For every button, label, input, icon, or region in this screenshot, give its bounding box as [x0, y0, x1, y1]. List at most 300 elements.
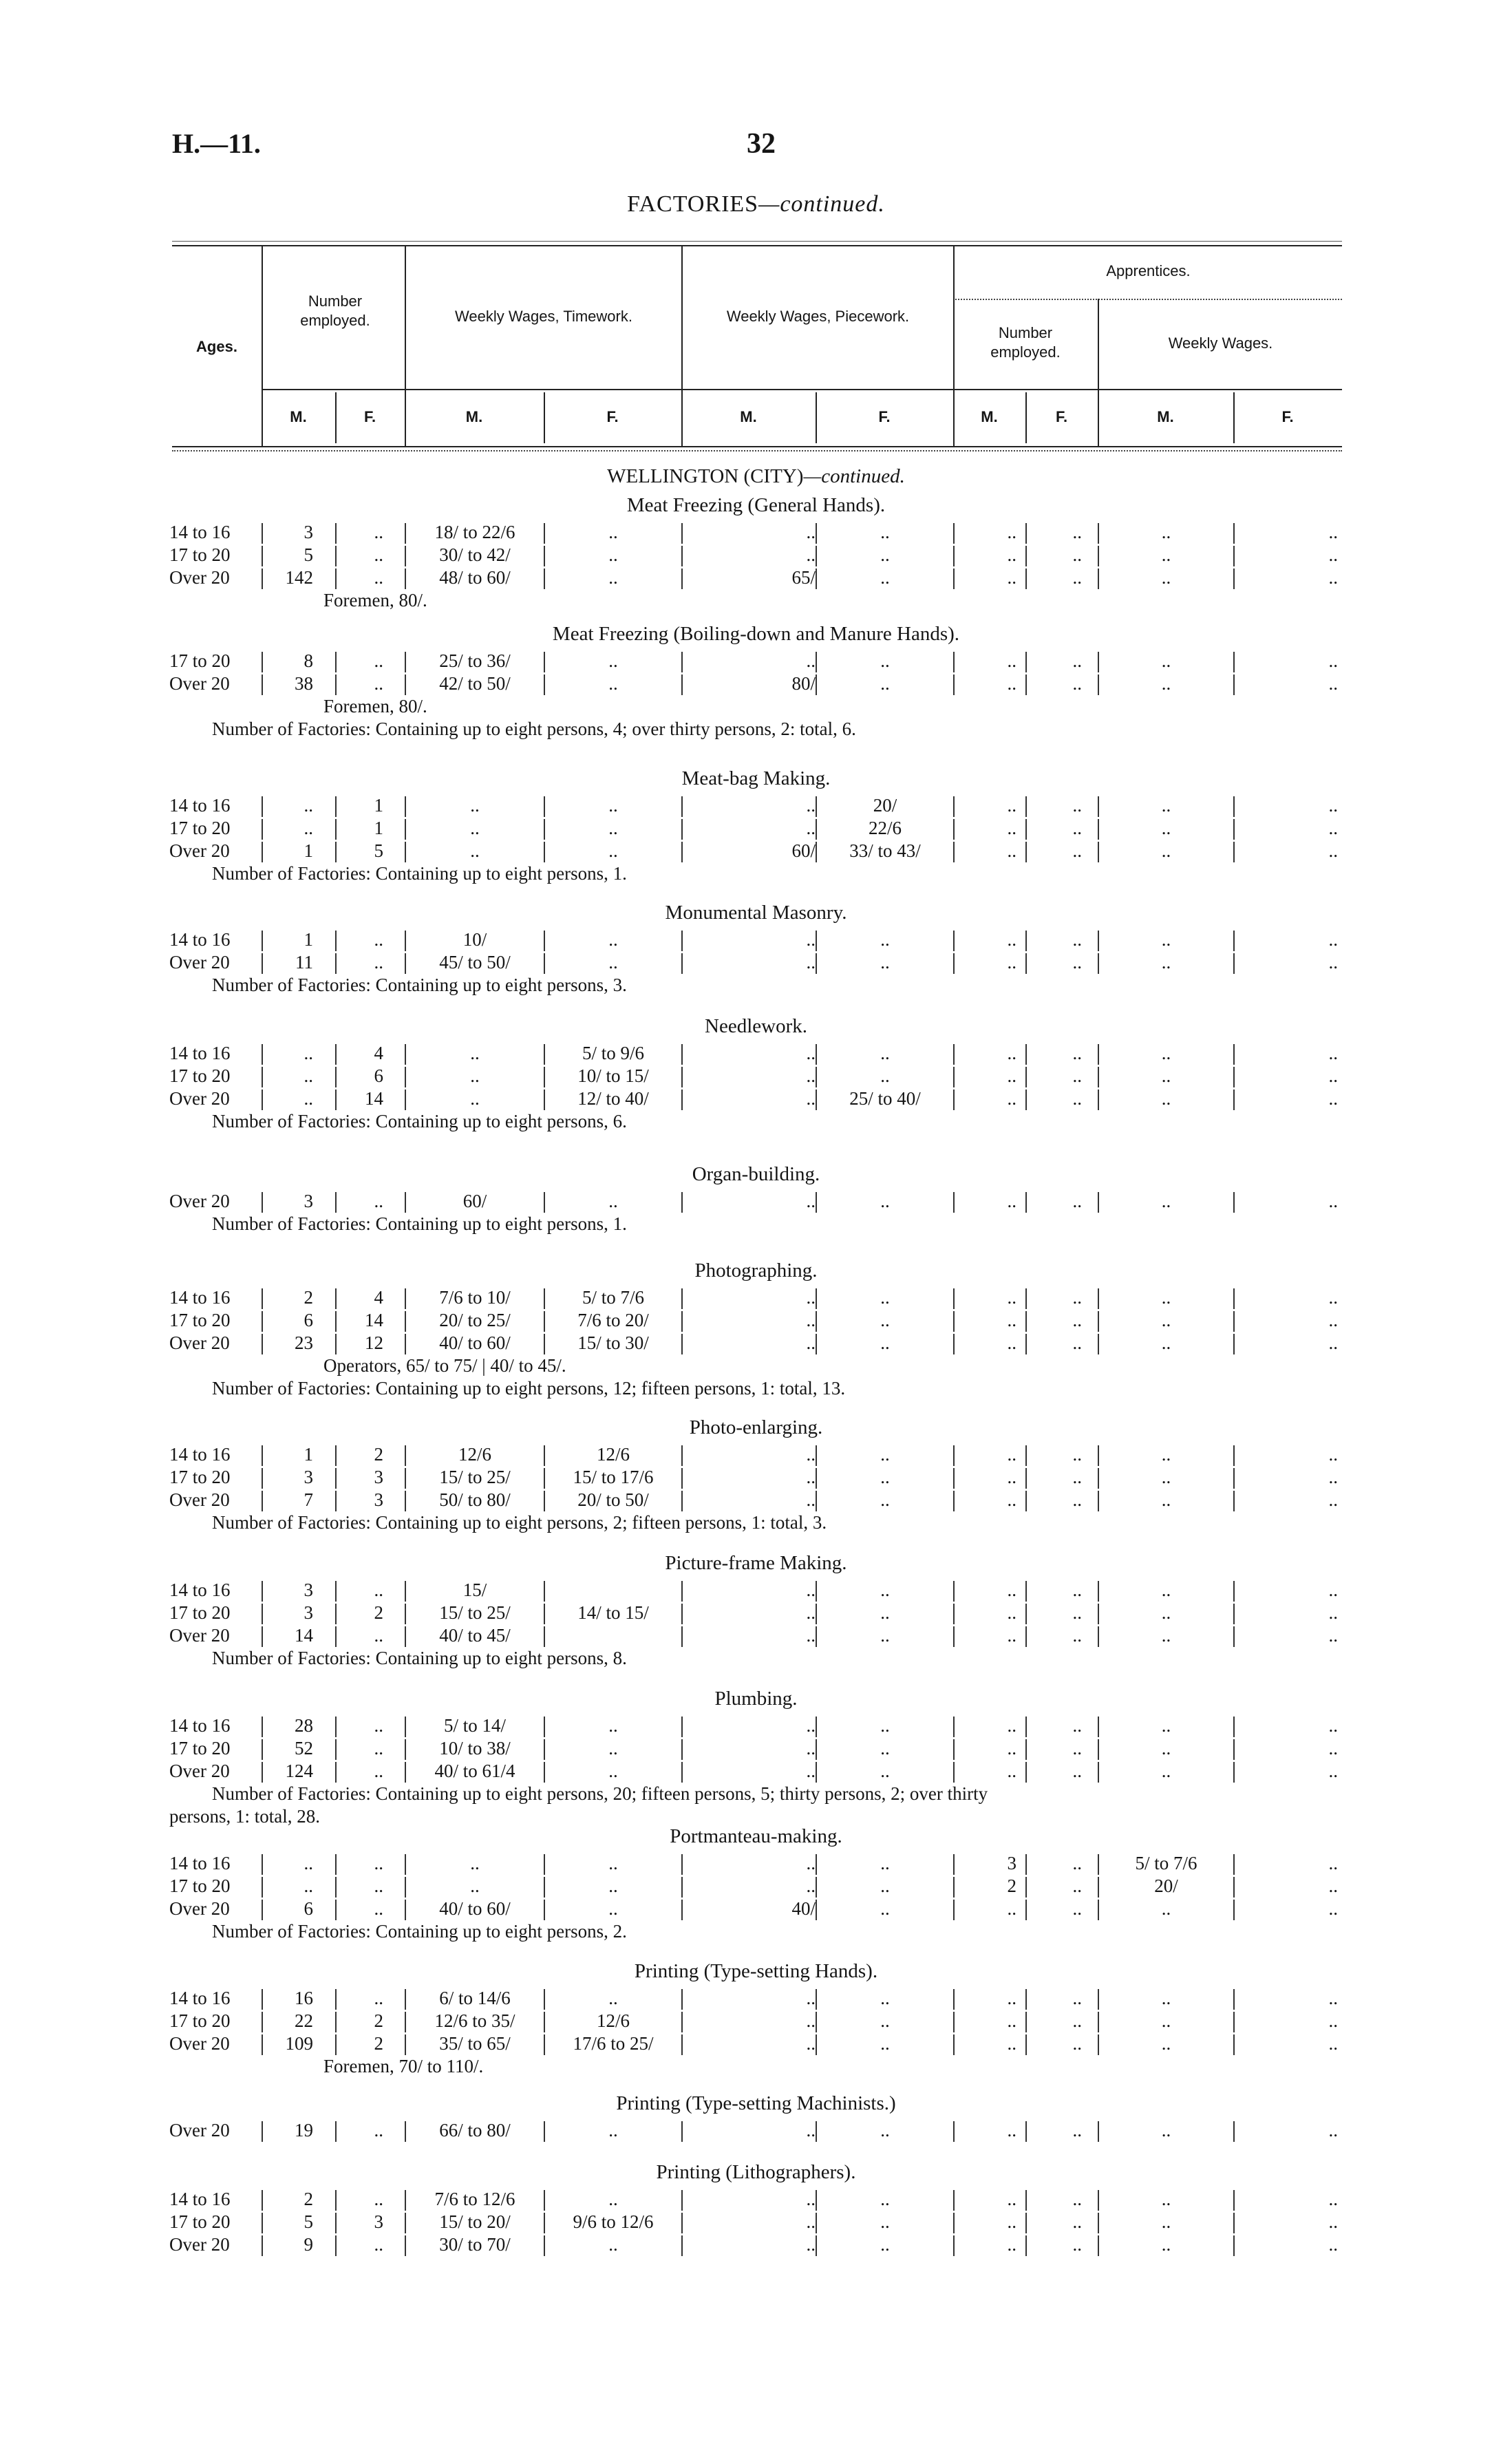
cell-am: ..: [1007, 522, 1016, 542]
column-rule: [681, 1192, 683, 1213]
column-rule: [1025, 1334, 1027, 1354]
column-rule: [544, 1626, 545, 1647]
cell-f: ..: [374, 2234, 383, 2255]
column-rule: [262, 523, 263, 544]
column-rule: [405, 842, 406, 862]
column-rule: [681, 1468, 683, 1489]
cell-m: 23: [295, 1332, 313, 1353]
table-row: [0, 1988, 1512, 2011]
cell-am: ..: [1007, 818, 1016, 838]
column-rule: [335, 1762, 337, 1783]
cell-tf: ..: [608, 952, 618, 973]
column-rule: [681, 1854, 683, 1875]
cell-af: ..: [1072, 650, 1082, 671]
column-rule: [262, 1762, 263, 1783]
column-rule: [405, 1626, 406, 1647]
cell-af: ..: [1072, 2010, 1082, 2031]
cell-af: ..: [1072, 2189, 1082, 2209]
column-rule: [1025, 652, 1027, 672]
cell-tm: 15/ to 20/: [439, 2211, 511, 2232]
cell-af: ..: [1072, 567, 1082, 588]
cell-tf: 12/ to 40/: [577, 1088, 649, 1109]
column-rule: [953, 1604, 955, 1624]
cell-pm: ..: [806, 1853, 816, 1873]
column-rule: [405, 2190, 406, 2211]
col-number-employed: Number employed.: [300, 293, 370, 329]
column-rule: [681, 931, 683, 951]
column-rule: [816, 1067, 817, 1087]
column-rule: [1098, 1491, 1099, 1511]
column-rule: [681, 2034, 683, 2055]
cell-pm: ..: [806, 1065, 816, 1086]
column-rule: [544, 2034, 545, 2055]
cell-tm: ..: [470, 840, 480, 861]
section-title: Printing (Lithographers).: [656, 2161, 856, 2183]
cell-pf: ..: [880, 1602, 890, 1623]
cell-tf: ..: [608, 2120, 618, 2140]
cell-pf: ..: [880, 1898, 890, 1919]
cell-awm: ..: [1161, 795, 1171, 816]
column-rule: [681, 1334, 683, 1354]
cell-awf: ..: [1328, 1191, 1338, 1211]
cell-awm: ..: [1161, 1332, 1171, 1353]
cell-f: 1: [374, 795, 383, 816]
column-rule: [1098, 1311, 1099, 1332]
column-rule: [816, 2235, 817, 2256]
column-rule: [681, 2012, 683, 2032]
cell-m: 109: [285, 2033, 313, 2054]
cell-am: ..: [1007, 1191, 1016, 1211]
cell-tm: 20/ to 25/: [439, 1310, 511, 1330]
cell-af: ..: [1072, 929, 1082, 950]
cell-af: ..: [1072, 1467, 1082, 1487]
column-rule: [1025, 1445, 1027, 1466]
column-rule: [1025, 1044, 1027, 1065]
column-rule: [262, 1581, 263, 1602]
cell-tf: ..: [608, 673, 618, 694]
column-rule: [1025, 2012, 1027, 2032]
cell-f: ..: [374, 2120, 383, 2140]
cell-am: ..: [1007, 1065, 1016, 1086]
column-rule: [1098, 2121, 1099, 2142]
column-rule: [1233, 1900, 1235, 1920]
column-rule: [544, 1900, 545, 1920]
age-cell: Over 20: [169, 2033, 230, 2054]
column-rule: [1233, 1854, 1235, 1875]
column-rule: [335, 1192, 337, 1213]
page-title-main: FACTORIES: [627, 191, 759, 217]
cell-af: ..: [1072, 2234, 1082, 2255]
column-rule: [1098, 1468, 1099, 1489]
column-rule: [405, 1739, 406, 1760]
cell-pf: ..: [880, 929, 890, 950]
cell-awm: ..: [1161, 1738, 1171, 1758]
table-row: [0, 818, 1512, 841]
cell-awf: ..: [1328, 1580, 1338, 1600]
table-row: [0, 1287, 1512, 1310]
cell-f: ..: [374, 1898, 383, 1919]
column-rule: [1098, 546, 1099, 566]
column-rule: [681, 1311, 683, 1332]
column-rule: [681, 1581, 683, 1602]
column-rule: [405, 1067, 406, 1087]
column-rule: [335, 1989, 337, 2010]
cell-pm: ..: [806, 2010, 816, 2031]
cell-awf: ..: [1328, 1602, 1338, 1623]
column-rule: [262, 1900, 263, 1920]
cell-m: 3: [304, 1191, 313, 1211]
column-rule: [544, 1288, 545, 1309]
column-rule: [405, 1717, 406, 1737]
cell-tf: 12/6: [596, 2010, 630, 2031]
cell-m: 19: [295, 2120, 313, 2140]
column-rule: [953, 2121, 955, 2142]
cell-m: 6: [304, 1310, 313, 1330]
column-rule: [816, 546, 817, 566]
cell-tm: ..: [470, 1875, 480, 1896]
cell-f: 3: [374, 1467, 383, 1487]
cell-m: 1: [304, 840, 313, 861]
column-rule: [681, 1288, 683, 1309]
column-rule: [681, 1739, 683, 1760]
cell-am: ..: [1007, 1738, 1016, 1758]
column-rule: [262, 674, 263, 695]
column-rule: [953, 674, 955, 695]
column-rule: [953, 1626, 955, 1647]
cell-pm: ..: [806, 1444, 816, 1465]
cell-f: ..: [374, 952, 383, 973]
cell-awm: ..: [1161, 1489, 1171, 1510]
table-row: [0, 1715, 1512, 1739]
column-rule: [1098, 953, 1099, 974]
cell-pm: ..: [806, 1287, 816, 1308]
column-rule: [335, 1854, 337, 1875]
cell-tm: 7/6 to 10/: [439, 1287, 511, 1308]
table-row: [0, 929, 1512, 953]
cell-af: ..: [1072, 1875, 1082, 1896]
column-rule: [681, 1877, 683, 1898]
column-rule: [262, 2235, 263, 2256]
column-rule: [405, 931, 406, 951]
column-rule: [1025, 1491, 1027, 1511]
column-rule: [953, 796, 955, 817]
cell-f: 3: [374, 1489, 383, 1510]
column-rule: [681, 523, 683, 544]
cell-pm: ..: [806, 1761, 816, 1781]
age-cell: 14 to 16: [169, 795, 231, 816]
cell-tf: 15/ to 17/6: [573, 1467, 654, 1487]
column-rule: [544, 1311, 545, 1332]
factories-note: Number of Factories: Containing up to eight persons, 20; fifteen persons, 5; thirty persons, 2; over thirty: [212, 1783, 988, 1804]
col-m: M.: [981, 408, 998, 425]
column-rule: [335, 1900, 337, 1920]
column-rule: [816, 1311, 817, 1332]
cell-tm: 48/ to 60/: [439, 567, 511, 588]
column-rule: [953, 931, 955, 951]
cell-tf: ..: [608, 2234, 618, 2255]
column-rule: [544, 842, 545, 862]
cell-f: ..: [374, 673, 383, 694]
cell-f: 2: [374, 2010, 383, 2031]
age-cell: 14 to 16: [169, 1715, 231, 1736]
cell-awm: ..: [1161, 952, 1171, 973]
column-rule: [405, 1854, 406, 1875]
cell-am: ..: [1007, 1898, 1016, 1919]
column-rule: [1025, 953, 1027, 974]
cell-pm: ..: [806, 1088, 816, 1109]
cell-awf: ..: [1328, 2120, 1338, 2140]
column-rule: [335, 1626, 337, 1647]
cell-tm: ..: [470, 818, 480, 838]
column-rule: [1233, 546, 1235, 566]
column-rule: [335, 568, 337, 589]
col-ages: Ages.: [196, 338, 237, 355]
cell-pm: ..: [806, 952, 816, 973]
cell-am: ..: [1007, 1287, 1016, 1308]
column-rule: [1098, 2034, 1099, 2055]
page-number: 32: [747, 128, 776, 160]
cell-awf: ..: [1328, 1853, 1338, 1873]
cell-pm: ..: [806, 1310, 816, 1330]
cell-tm: ..: [470, 1088, 480, 1109]
age-cell: 14 to 16: [169, 2189, 231, 2209]
cell-awm: ..: [1161, 1287, 1171, 1308]
column-rule: [335, 1044, 337, 1065]
cell-af: ..: [1072, 795, 1082, 816]
cell-pf: ..: [880, 1444, 890, 1465]
cell-awf: ..: [1328, 650, 1338, 671]
column-rule: [1025, 1989, 1027, 2010]
column-rule: [816, 1900, 817, 1920]
column-rule: [544, 796, 545, 817]
cell-m: ..: [304, 818, 313, 838]
table-row: [0, 1467, 1512, 1490]
col-f: F.: [878, 408, 891, 425]
age-cell: Over 20: [169, 840, 230, 861]
cell-am: ..: [1007, 1602, 1016, 1623]
column-rule: [1098, 1739, 1099, 1760]
cell-am: ..: [1007, 1043, 1016, 1063]
column-rule: [1025, 546, 1027, 566]
cell-tf: 9/6 to 12/6: [573, 2211, 654, 2232]
column-rule: [1233, 1491, 1235, 1511]
cell-af: ..: [1072, 673, 1082, 694]
table-row: [0, 1738, 1512, 1761]
cell-tf: 15/ to 30/: [577, 1332, 649, 1353]
column-rule: [405, 2213, 406, 2233]
cell-awf: ..: [1328, 544, 1338, 565]
cell-af: ..: [1072, 1738, 1082, 1758]
cell-pm: ..: [806, 544, 816, 565]
column-rule: [1025, 2213, 1027, 2233]
column-rule: [262, 1090, 263, 1110]
column-rule: [544, 1717, 545, 1737]
cell-m: ..: [304, 1853, 313, 1873]
column-rule: [405, 1877, 406, 1898]
cell-awf: ..: [1328, 2189, 1338, 2209]
table-row: [0, 673, 1512, 697]
cell-f: 2: [374, 1602, 383, 1623]
cell-awm: ..: [1161, 2120, 1171, 2140]
column-rule: [681, 1717, 683, 1737]
column-rule: [816, 1581, 817, 1602]
cell-tf: 7/6 to 20/: [577, 1310, 649, 1330]
column-rule: [1233, 568, 1235, 589]
column-rule: [544, 2213, 545, 2233]
age-cell: Over 20: [169, 673, 230, 694]
age-cell: 17 to 20: [169, 650, 231, 671]
factories-note: Number of Factories: Containing up to eight persons, 3.: [212, 975, 627, 995]
column-rule: [681, 819, 683, 840]
table-row: [0, 2234, 1512, 2257]
column-rule: [335, 2213, 337, 2233]
column-rule: [1025, 1626, 1027, 1647]
cell-tf: ..: [608, 1191, 618, 1211]
cell-pm: 80/: [791, 673, 816, 694]
cell-pf: ..: [880, 544, 890, 565]
cell-m: ..: [304, 795, 313, 816]
cell-pf: ..: [880, 1988, 890, 2008]
cell-awm: 5/ to 7/6: [1135, 1853, 1197, 1873]
column-rule: [1098, 1717, 1099, 1737]
cell-pf: ..: [880, 2010, 890, 2031]
column-rule: [335, 1717, 337, 1737]
col-app-weekly-wages: Weekly Wages.: [1168, 334, 1273, 352]
column-rule: [262, 931, 263, 951]
age-cell: Over 20: [169, 1898, 230, 1919]
cell-m: 2: [304, 2189, 313, 2209]
column-rule: [262, 1604, 263, 1624]
column-rule: [1098, 1288, 1099, 1309]
cell-af: ..: [1072, 2211, 1082, 2232]
column-rule: [1233, 2235, 1235, 2256]
cell-tm: 42/ to 50/: [439, 673, 511, 694]
cell-tm: 35/ to 65/: [439, 2033, 511, 2054]
cell-awf: ..: [1328, 1287, 1338, 1308]
column-rule: [816, 2190, 817, 2211]
cell-awm: ..: [1161, 818, 1171, 838]
column-rule: [262, 1877, 263, 1898]
column-rule: [544, 1192, 545, 1213]
cell-f: ..: [374, 1715, 383, 1736]
table-row: [0, 2033, 1512, 2057]
place-heading: [0, 465, 1512, 488]
table-row: [0, 1444, 1512, 1467]
age-cell: 17 to 20: [169, 2010, 231, 2031]
column-rule: [335, 2121, 337, 2142]
cell-pf: ..: [880, 1043, 890, 1063]
column-rule: [1233, 1626, 1235, 1647]
column-rule: [816, 1717, 817, 1737]
column-rule: [262, 953, 263, 974]
cell-tf: 5/ to 7/6: [582, 1287, 644, 1308]
column-rule: [1233, 1445, 1235, 1466]
column-rule: [1233, 1762, 1235, 1783]
cell-awm: ..: [1161, 1191, 1171, 1211]
table-row: [0, 1853, 1512, 1876]
factories-note: Number of Factories: Containing up to eight persons, 1.: [212, 863, 627, 884]
column-rule: [262, 1491, 263, 1511]
column-rule: [544, 1762, 545, 1783]
column-rule: [262, 546, 263, 566]
column-rule: [1025, 1762, 1027, 1783]
col-m: M.: [740, 408, 757, 425]
cell-awm: ..: [1161, 673, 1171, 694]
column-rule: [1098, 1604, 1099, 1624]
column-rule: [544, 1739, 545, 1760]
table-row: [0, 795, 1512, 818]
cell-awf: ..: [1328, 1761, 1338, 1781]
cell-tf: ..: [608, 818, 618, 838]
column-rule: [953, 1854, 955, 1875]
column-rule: [405, 568, 406, 589]
cell-awm: ..: [1161, 2211, 1171, 2232]
column-rule: [816, 674, 817, 695]
cell-tm: 30/ to 70/: [439, 2234, 511, 2255]
cell-tm: ..: [470, 1043, 480, 1063]
column-rule: [335, 2034, 337, 2055]
column-rule: [953, 1468, 955, 1489]
column-rule: [544, 1491, 545, 1511]
cell-pm: ..: [806, 1875, 816, 1896]
column-rule: [1233, 796, 1235, 817]
column-rule: [405, 546, 406, 566]
cell-af: ..: [1072, 1444, 1082, 1465]
column-rule: [544, 953, 545, 974]
cell-pf: ..: [880, 2120, 890, 2140]
cell-awf: ..: [1328, 1467, 1338, 1487]
cell-am: ..: [1007, 1761, 1016, 1781]
cell-pf: ..: [880, 522, 890, 542]
column-rule: [544, 819, 545, 840]
column-rule: [335, 2190, 337, 2211]
column-rule: [681, 1067, 683, 1087]
column-rule: [262, 1468, 263, 1489]
factories-note: Number of Factories: Containing up to eight persons, 2; fifteen persons, 1: total, 3.: [212, 1512, 827, 1533]
cell-m: 52: [295, 1738, 313, 1758]
column-rule: [405, 2034, 406, 2055]
column-rule: [953, 1581, 955, 1602]
cell-f: 14: [365, 1310, 383, 1330]
cell-tf: 10/ to 15/: [577, 1065, 649, 1086]
place-suffix: —continued.: [803, 465, 905, 487]
column-rule: [335, 1468, 337, 1489]
age-cell: 14 to 16: [169, 522, 231, 542]
cell-tm: 7/6 to 12/6: [434, 2189, 515, 2209]
table-row: [0, 567, 1512, 591]
column-rule: [1025, 1877, 1027, 1898]
cell-f: 14: [365, 1088, 383, 1109]
cell-am: ..: [1007, 2211, 1016, 2232]
column-rule: [1098, 523, 1099, 544]
col-wages-timework: Weekly Wages, Timework.: [455, 308, 632, 325]
column-rule: [1233, 2034, 1235, 2055]
column-rule: [262, 796, 263, 817]
cell-awm: ..: [1161, 1444, 1171, 1465]
column-rule: [816, 1044, 817, 1065]
column-rule: [953, 2012, 955, 2032]
column-rule: [816, 1491, 817, 1511]
cell-f: ..: [374, 650, 383, 671]
column-rule: [544, 2121, 545, 2142]
table-row: [0, 1332, 1512, 1356]
column-rule: [262, 1311, 263, 1332]
cell-tf: ..: [608, 795, 618, 816]
column-rule: [953, 1192, 955, 1213]
table-row: [0, 1088, 1512, 1112]
cell-am: ..: [1007, 929, 1016, 950]
column-rule: [1233, 1311, 1235, 1332]
